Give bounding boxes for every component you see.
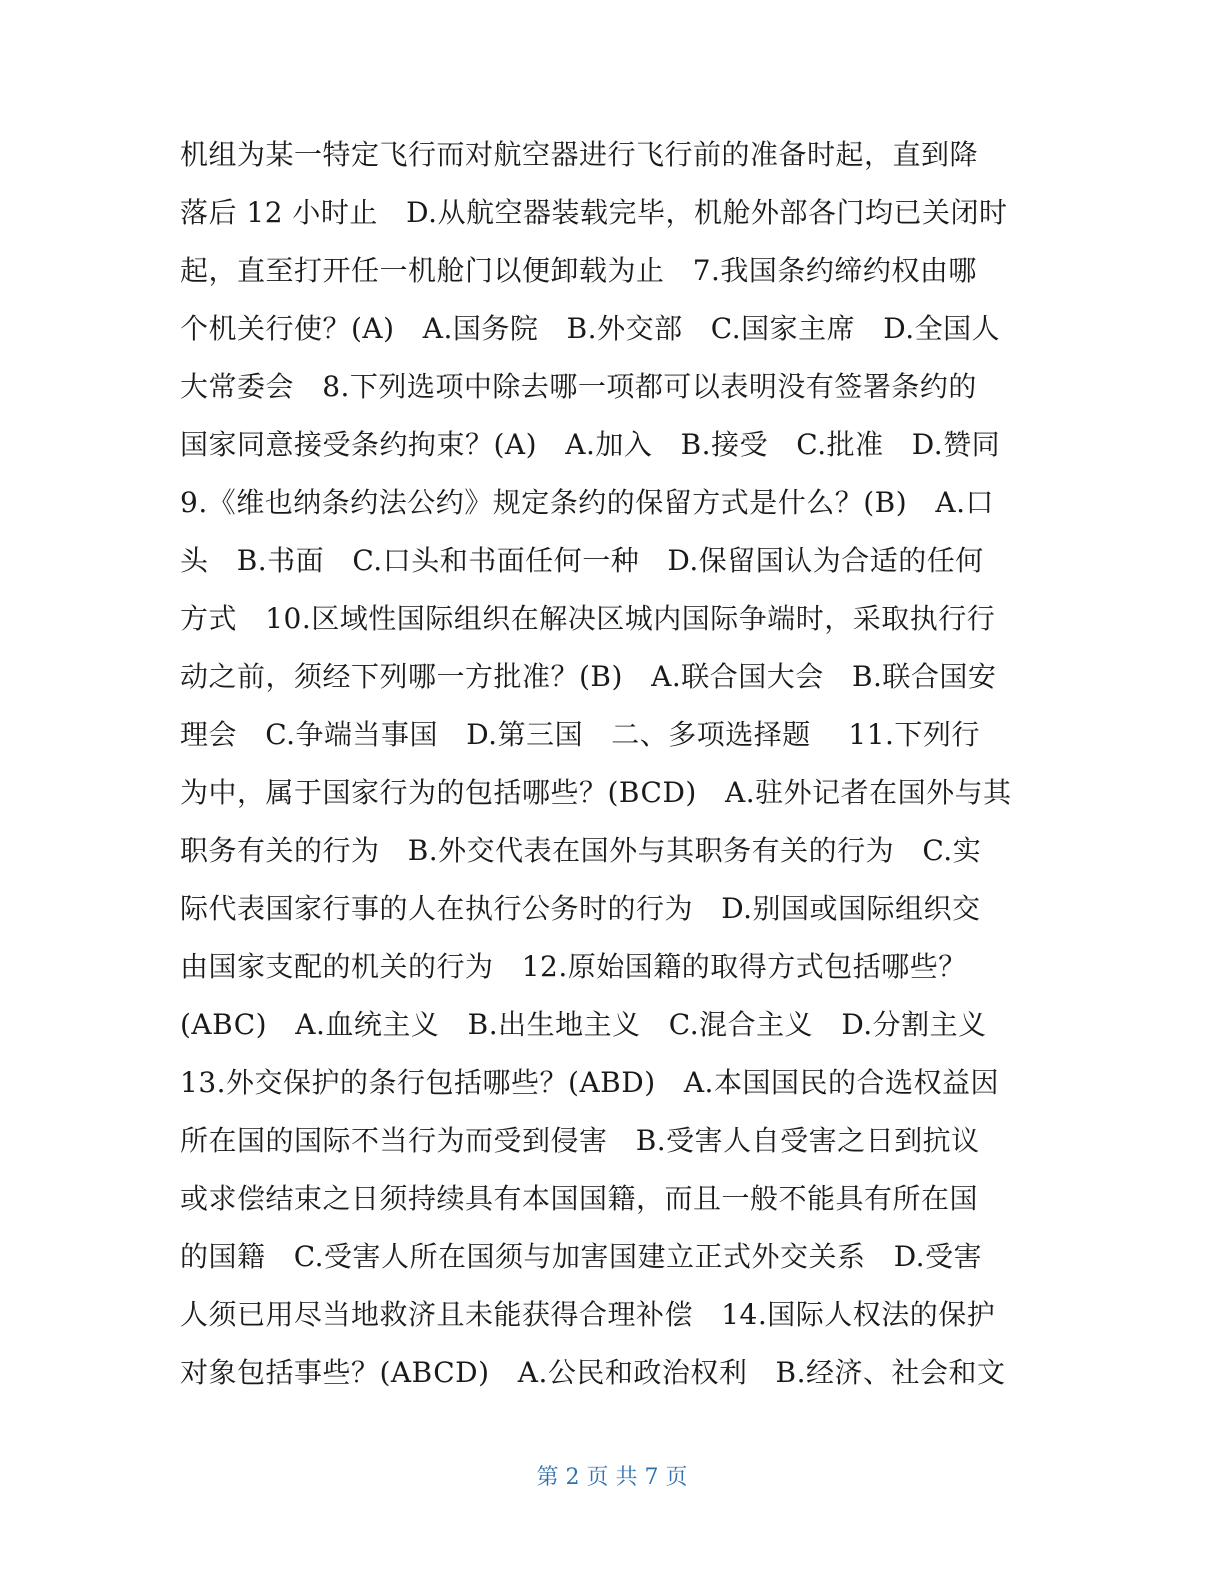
text-line: 职务有关的行为 B.外交代表在国外与其职务有关的行为 C.实 bbox=[180, 834, 982, 867]
text-line: 人须已用尽当地救济且未能获得合理补偿 14.国际人权法的保护 bbox=[180, 1298, 996, 1331]
text-line: 际代表国家行事的人在执行公务时的行为 D.别国或国际组织交 bbox=[180, 892, 981, 925]
page-number-footer: 第 2 页 共 7 页 bbox=[536, 1465, 688, 1490]
text-line: 对象包括事些？(ABCD) A.公民和政治权利 B.经济、社会和文 bbox=[180, 1356, 1006, 1389]
text-line: 动之前，须经下列哪一方批准？(B) A.联合国大会 B.联合国安 bbox=[180, 660, 997, 693]
text-line: 机组为某一特定飞行而对航空器进行飞行前的准备时起，直到降 bbox=[180, 138, 979, 171]
text-line: 方式 10.区域性国际组织在解决区城内国际争端时，采取执行行 bbox=[180, 602, 996, 635]
text-line: 的国籍 C.受害人所在国须与加害国建立正式外交关系 D.受害 bbox=[180, 1240, 983, 1273]
document-body bbox=[180, 126, 1040, 1402]
text-line: 理会 C.争端当事国 D.第三国 二、多项选择题 11.下列行 bbox=[180, 718, 980, 751]
text-line: 落后 12 小时止 D.从航空器装载完毕，机舱外部各门均已关闭时 bbox=[180, 196, 1008, 229]
text-line: 国家同意接受条约拘束？(A) A.加入 B.接受 C.批准 D.赞同 bbox=[180, 428, 1001, 461]
text-line: 起，直至打开任一机舱门以便卸载为止 7.我国条约缔约权由哪 bbox=[180, 254, 977, 287]
text-line: 大常委会 8.下列选项中除去哪一项都可以表明没有签署条约的 bbox=[180, 370, 977, 403]
text-line: (ABC) A.血统主义 B.出生地主义 C.混合主义 D.分割主义 bbox=[180, 1008, 987, 1041]
text-line: 由国家支配的机关的行为 12.原始国籍的取得方式包括哪些？ bbox=[180, 950, 967, 983]
text-line: 所在国的国际不当行为而受到侵害 B.受害人自受害之日到抗议 bbox=[180, 1124, 980, 1157]
text-line: 9.《维也纳条约法公约》规定条约的保留方式是什么？(B) A.口 bbox=[180, 486, 994, 519]
text-line: 头 B.书面 C.口头和书面任何一种 D.保留国认为合适的任何 bbox=[180, 544, 984, 577]
text-line: 或求偿结束之日须持续具有本国国籍，而且一般不能具有所在国 bbox=[180, 1182, 979, 1215]
text-line: 个机关行使？(A) A.国务院 B.外交部 C.国家主席 D.全国人 bbox=[180, 312, 1001, 345]
text-line: 为中，属于国家行为的包括哪些？(BCD) A.驻外记者在国外与其 bbox=[180, 776, 1012, 809]
text-line: 13.外交保护的条行包括哪些？(ABD) A.本国国民的合选权益因 bbox=[180, 1066, 999, 1099]
